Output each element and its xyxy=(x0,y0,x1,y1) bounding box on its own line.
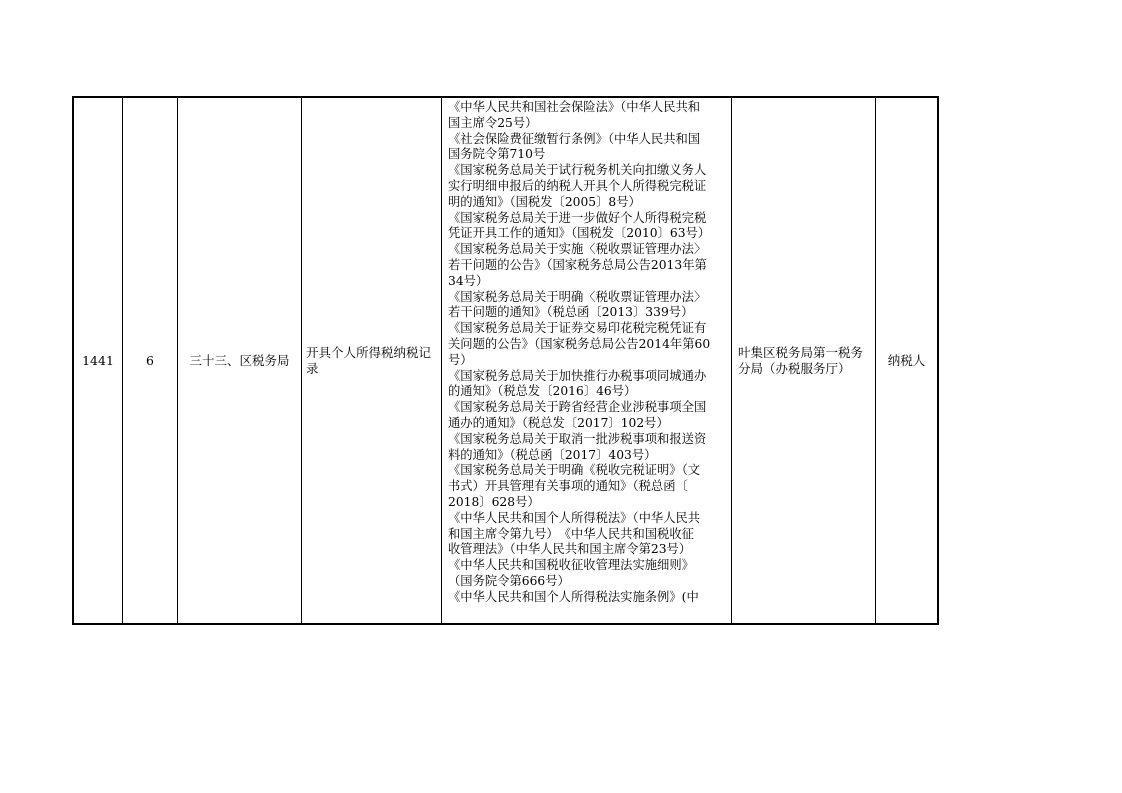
legal-basis-line: 书式）开具管理有关事项的通知》（税总函〔 xyxy=(448,479,688,494)
legal-basis-line: 《国家税务总局关于明确《税收完税证明》（文 xyxy=(448,463,701,478)
legal-basis-line: 若干问题的通知》（税总函〔2013〕339号） xyxy=(448,305,694,320)
legal-basis-line: 国务院令第710号 xyxy=(448,147,546,162)
legal-basis-line: 2018〕628号） xyxy=(448,494,540,509)
implementing-body: 叶集区税务局第一税务分局（办税服务厅） xyxy=(738,344,864,376)
service-target: 纳税人 xyxy=(887,352,926,368)
legal-basis-line: 《中华人民共和国个人所得税法实施条例》(中 xyxy=(448,589,699,604)
legal-basis-line: 《中华人民共和国个人所得税法》（中华人民共 xyxy=(448,510,701,525)
legal-basis-line: 《国家税务总局关于跨省经营企业涉税事项全国 xyxy=(448,400,707,415)
legal-basis-line: 《国家税务总局关于试行税务机关向扣缴义务人 xyxy=(448,163,707,178)
legal-basis-line: 关问题的公告》（国家税务总局公告2014年第60 xyxy=(448,336,711,351)
legal-basis-line: 和国主席令第九号） 《中华人民共和国税收征 xyxy=(448,526,694,541)
legal-basis-line: 《中华人民共和国税收征收管理法实施细则》 xyxy=(448,558,694,573)
legal-basis-line: 若干问题的公告》（国家税务总局公告2013年第 xyxy=(448,257,707,272)
item-name-cell xyxy=(302,98,442,623)
legal-basis-line: 《国家税务总局关于取消一批涉税事项和报送资 xyxy=(448,431,707,446)
legal-basis-line: 《国家税务总局关于证券交易印花税完税凭证有 xyxy=(448,321,707,336)
legal-basis-line: 的通知》（税总发〔2016〕46号） xyxy=(448,384,637,399)
department-cell xyxy=(178,98,302,623)
legal-basis-line: 《国家税务总局关于实施〈税收票证管理办法〉 xyxy=(448,242,707,257)
legal-basis-line: 料的通知》（税总函〔2017〕403号） xyxy=(448,447,657,462)
legal-basis-line: 凭证开具工作的通知》（国税发〔2010〕63号） xyxy=(448,226,711,241)
department-name: 三十三、区税务局 xyxy=(189,352,290,368)
legal-basis-line: 《中华人民共和国社会保险法》（中华人民共和 xyxy=(448,100,701,114)
implementing-body-cell xyxy=(732,98,876,623)
legal-basis-line: 《社会保险费征缴暂行条例》（中华人民共和国 xyxy=(448,131,701,146)
sub-sequence-number: 6 xyxy=(146,352,154,368)
legal-basis-line: 《国家税务总局关于明确〈税收票证管理办法〉 xyxy=(448,289,707,304)
legal-basis-line: 34号） xyxy=(448,273,489,288)
service-target-cell xyxy=(876,98,937,623)
sub-sequence-cell xyxy=(123,98,178,623)
sequence-number-cell xyxy=(74,98,123,623)
legal-basis-line: 实行明细申报后的纳税人开具个人所得税完税证 xyxy=(448,178,707,193)
legal-basis-line: 明的通知》（国税发〔2005〕8号） xyxy=(448,194,641,209)
legal-basis-cell xyxy=(442,98,732,623)
legal-basis-line: 通办的通知》（税总发〔2017〕102号） xyxy=(448,415,669,430)
sequence-number: 1441 xyxy=(82,352,114,368)
item-name: 开具个人所得税纳税记录 xyxy=(306,344,432,376)
legal-basis-line: 《国家税务总局关于进一步做好个人所得税完税 xyxy=(448,210,707,225)
legal-basis-line: （国务院令第666号） xyxy=(448,573,570,588)
legal-basis-line: 国主席令25号） xyxy=(448,115,538,130)
legal-basis-line: 收管理法》（中华人民共和国主席令第23号） xyxy=(448,542,692,557)
record-table-row xyxy=(72,96,939,625)
legal-basis-line: 号） xyxy=(448,352,473,367)
legal-basis-list xyxy=(448,100,710,606)
legal-basis-line: 《国家税务总局关于加快推行办税事项同城通办 xyxy=(448,368,707,383)
